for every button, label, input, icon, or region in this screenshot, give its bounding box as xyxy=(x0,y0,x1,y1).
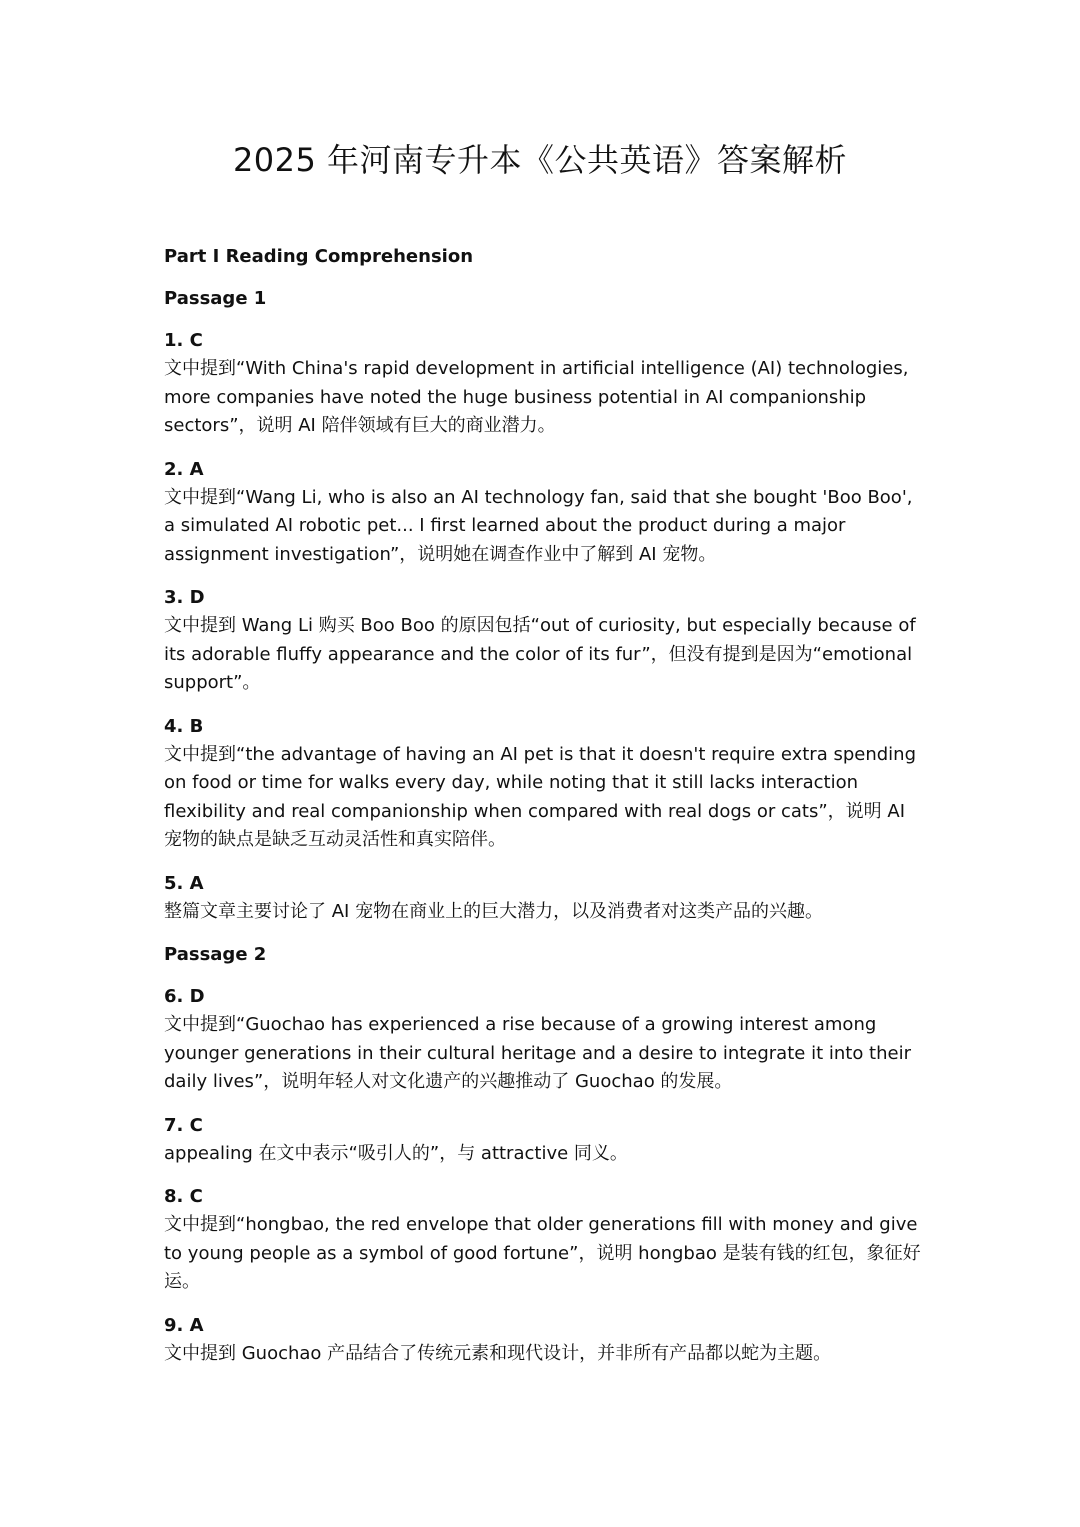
question-answer: 5. A xyxy=(164,872,204,894)
question-explanation: 整篇文章主要讨论了 AI 宠物在商业上的巨大潜力，以及消费者对这类产品的兴趣。 xyxy=(164,900,824,922)
question-explanation: 文中提到“the advantage of having an AI pet is that it doesn't require extra spending on food or time for walks every day, while noting that it still lacks interaction flexibility and real companionship when compared with real dogs or cats”，说明 AI 宠物的缺点是缺乏互动灵活性和真实陪伴。 xyxy=(164,743,917,850)
question-item xyxy=(164,714,940,855)
part-heading: Part I Reading Comprehension xyxy=(164,246,474,267)
question-item xyxy=(164,328,940,441)
question-explanation: 文中提到 Wang Li 购买 Boo Boo 的原因包括“out of curiosity, but especially because of its adorable fluffy appearance and the color of its fur”，但没有提到是因为“emotional support”。 xyxy=(164,615,916,693)
question-item xyxy=(164,1113,940,1169)
question-explanation: appealing 在文中表示“吸引人的”，与 attractive 同义。 xyxy=(164,1142,628,1164)
passage-section xyxy=(164,286,940,926)
question-item xyxy=(164,1184,940,1297)
question-item xyxy=(164,457,940,570)
question-item xyxy=(164,1313,940,1369)
question-item xyxy=(164,871,940,927)
question-answer: 9. A xyxy=(164,1314,204,1336)
question-explanation: 文中提到 Guochao 产品结合了传统元素和现代设计，并非所有产品都以蛇为主题。 xyxy=(164,1342,832,1364)
question-answer: 8. C xyxy=(164,1186,203,1207)
question-answer: 3. D xyxy=(164,587,205,608)
question-answer: 6. D xyxy=(164,986,205,1007)
passage-section xyxy=(164,942,940,1368)
passage-heading: Passage 1 xyxy=(164,288,267,309)
question-answer: 1. C xyxy=(164,330,203,351)
question-answer: 4. B xyxy=(164,715,204,737)
question-item xyxy=(164,984,940,1097)
question-answer: 7. C xyxy=(164,1114,203,1136)
question-answer: 2. A xyxy=(164,458,204,480)
question-explanation: 文中提到“hongbao, the red envelope that older generations fill with money and give to young people as a symbol of good fortune”，说明 hongbao 是装有钱的红包，象征好运。 xyxy=(164,1214,921,1292)
question-item xyxy=(164,585,940,698)
document-title: 2025 年河南专升本《公共英语》答案解析 xyxy=(232,141,848,179)
passage-heading: Passage 2 xyxy=(164,944,267,965)
question-explanation: 文中提到“Wang Li, who is also an AI technology fan, said that she bought 'Boo Boo', a simulated AI robotic pet... I first learned about the product during a major assignment investigation”，说明她在调查作业中了解到 AI 宠物。 xyxy=(164,486,913,565)
question-explanation: 文中提到“Guochao has experienced a rise because of a growing interest among younger generations in their cultural heritage and a desire to integrate it into their daily lives”，说明年轻人对文化遗产的兴趣推动了 Guochao 的发展。 xyxy=(164,1014,911,1092)
question-explanation: 文中提到“With China's rapid development in artificial intelligence (AI) technologies, more companies have noted the huge business potential in AI companionship sectors”，说明 AI 陪伴领域有巨大的商业潜力。 xyxy=(164,358,909,436)
